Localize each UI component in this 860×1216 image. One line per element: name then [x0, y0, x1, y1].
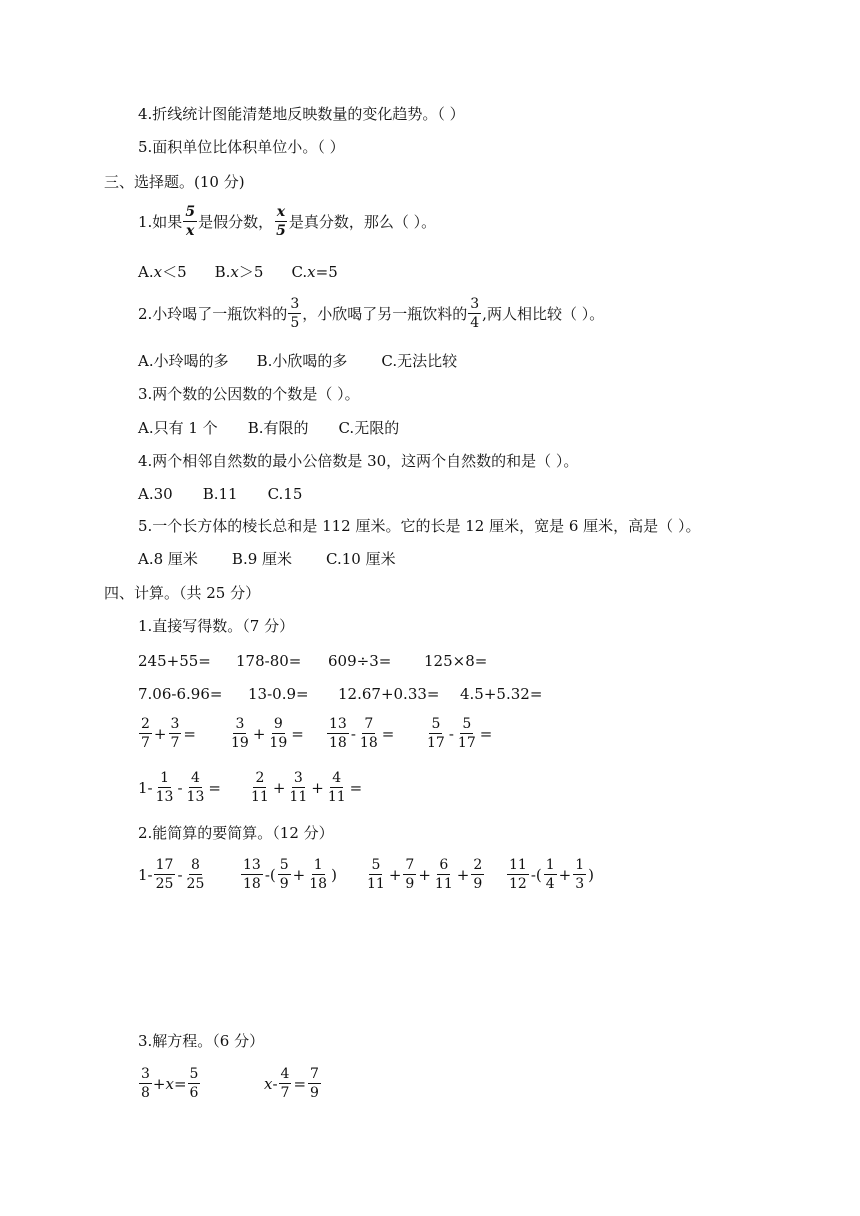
choice-q1: 1.如果 $\frac{5}{x}$ 是假分数， $\frac{x}{5}$ 是真分数，那么（ ）。	[138, 204, 437, 239]
fraction-3-over-5: $\frac{3}{5}$	[290, 296, 300, 331]
choice-q5: 5.一个长方体的棱长总和是 112 厘米。它的长是 12 厘米，宽是 6 厘米，高是（ ）。	[138, 517, 701, 535]
choice-heading: 三、选择题。(10 分)	[104, 173, 245, 191]
calc-p2-expr1: 1- $\frac{17}{25}$ - $\frac{8}{25}$	[138, 857, 205, 892]
calc-row3-item2: $\frac{3}{19}$ + $\frac{9}{19}$ =	[231, 716, 304, 751]
choice-q2-options: A.小玲喝的多 B.小欣喝的多 C.无法比较	[138, 352, 458, 370]
judge-q5: 5.面积单位比体积单位小。（ ）	[138, 138, 345, 156]
fraction-3-over-4: $\frac{3}{4}$	[470, 296, 480, 331]
choice-q1-options: A.x＜5 B.x＞5 C.x=5	[138, 263, 338, 281]
calc-row3-item1: $\frac{2}{7}$ + $\frac{3}{7}$ =	[141, 716, 196, 751]
equation-1: $\frac{3}{8}$ + x = $\frac{5}{6}$	[141, 1066, 199, 1101]
choice-q3: 3.两个数的公因数的个数是（ ）。	[138, 385, 360, 403]
calc-row3-item4: $\frac{5}{17}$ - $\frac{5}{17}$ =	[427, 716, 493, 751]
choice-q5-options: A.8 厘米 B.9 厘米 C.10 厘米	[138, 550, 396, 568]
calc-p2-title: 2.能简算的要简算。（12 分）	[138, 824, 334, 842]
choice-q4-options: A.30 B.11 C.15	[138, 485, 303, 503]
calc-heading: 四、计算。（共 25 分）	[104, 584, 261, 602]
choice-q2: 2.小玲喝了一瓶饮料的 $\frac{3}{5}$ ，小欣喝了另一瓶饮料的 $\frac{3}{4}$ ,两人相比较（ ）。	[138, 296, 605, 331]
judge-q4: 4.折线统计图能清楚地反映数量的变化趋势。（ ）	[138, 105, 465, 123]
calc-row4-item1: 1- $\frac{1}{13}$ - $\frac{4}{13}$ =	[138, 770, 221, 805]
choice-q3-options: A.只有 1 个 B.有限的 C.无限的	[138, 419, 400, 437]
calc-p2-expr4: $\frac{11}{12}$ -( $\frac{1}{4}$ + $\frac{1}{3}$ )	[509, 857, 595, 892]
calc-row3-item3: $\frac{13}{18}$ - $\frac{7}{18}$ =	[329, 716, 395, 751]
choice-q4: 4.两个相邻自然数的最小公倍数是 30，这两个自然数的和是（ ）。	[138, 452, 579, 470]
calc-p2-expr2: $\frac{13}{18}$ -( $\frac{5}{9}$ + $\frac{1}{18}$ )	[243, 857, 337, 892]
calc-p3-title: 3.解方程。（6 分）	[138, 1032, 265, 1050]
calc-p1-title: 1.直接写得数。（7 分）	[138, 617, 295, 635]
calc-p2-expr3: $\frac{5}{11}$ + $\frac{7}{9}$ + $\frac{6}{11}$ + $\frac{2}{9}$	[367, 857, 483, 892]
fraction-5-over-x: $\frac{5}{x}$	[185, 204, 196, 239]
calc-row4-item2: $\frac{2}{11}$ + $\frac{3}{11}$ + $\frac{4}{11}$ =	[251, 770, 363, 805]
equation-2: x - $\frac{4}{7}$ = $\frac{7}{9}$	[264, 1066, 319, 1101]
fraction-x-over-5: $\frac{x}{5}$	[276, 204, 286, 239]
